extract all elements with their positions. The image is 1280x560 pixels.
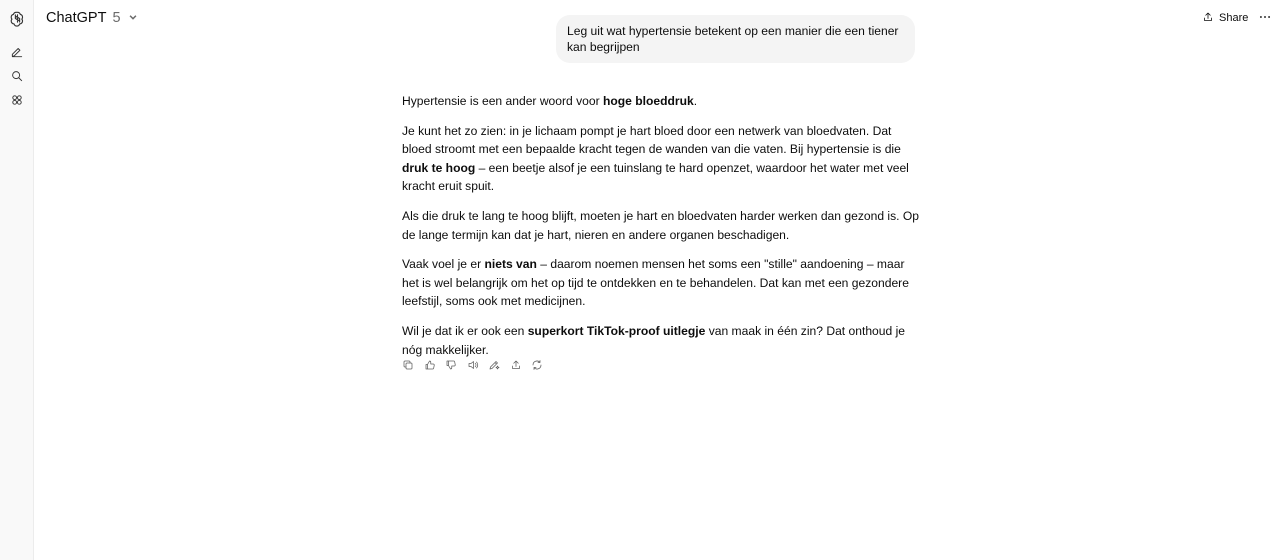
answer-text: Vaak voel je er [402, 257, 485, 272]
model-name: ChatGPT [46, 10, 107, 26]
openai-logo-icon[interactable] [7, 8, 27, 28]
copy-icon[interactable] [401, 357, 416, 373]
regenerate-icon[interactable] [530, 357, 545, 373]
answer-text: Hypertensie is een ander woord voor [402, 94, 603, 108]
assistant-message [402, 92, 922, 359]
answer-text: van maak in één zin? Dat onthoud je nóg makkelijker. [402, 323, 906, 357]
new-chat-icon[interactable] [7, 42, 27, 62]
thumbs-down-icon[interactable] [444, 357, 459, 373]
answer-text: – een beetje alsof je een tuinslang te hard openzet, waardoor het water met veel kracht eruit spuit. [402, 160, 909, 194]
gpts-icon[interactable] [7, 90, 27, 110]
answer-paragraph-4 [402, 255, 922, 311]
more-options-button[interactable] [1255, 7, 1275, 27]
answer-paragraph-5 [402, 322, 922, 359]
share-message-icon[interactable] [509, 357, 524, 373]
share-label: Share [1219, 12, 1249, 24]
search-icon[interactable] [7, 66, 27, 86]
answer-bold: niets van [484, 257, 537, 272]
thumbs-up-icon[interactable] [423, 357, 438, 373]
answer-bold: superkort TikTok-proof uitlegje [527, 323, 706, 338]
answer-paragraph-3: Als die druk te lang te hoog blijft, moeten je hart en bloedvaten harder werken dan gezond is. Op de lange termijn kan dat je hart, nieren en andere organen beschadigen. [402, 208, 919, 242]
left-rail [0, 0, 34, 560]
more-horizontal-icon [1258, 10, 1272, 24]
user-message-text: Leg uit wat hypertensie betekent op een manier die een tiener kan begrijpen [567, 24, 899, 54]
answer-paragraph-1 [402, 92, 922, 111]
read-aloud-icon[interactable] [466, 357, 481, 373]
user-message-bubble [556, 15, 915, 63]
answer-text: Wil je dat ik er ook een [402, 323, 528, 338]
model-selector[interactable] [46, 8, 138, 28]
answer-text: Je kunt het zo zien: in je lichaam pompt je hart bloed door een netwerk van bloedvaten. Dat bloed stroomt met een bepaalde kracht tegen de wanden van die vaten. Bij hypertensie is die [402, 123, 901, 157]
answer-paragraph-2 [402, 122, 922, 196]
edit-icon[interactable] [487, 357, 502, 373]
message-actions [401, 357, 545, 373]
answer-text: . [693, 94, 698, 108]
chevron-down-icon [125, 9, 138, 27]
model-version: 5 [112, 10, 121, 26]
share-button[interactable] [1196, 7, 1254, 29]
share-icon [1202, 11, 1214, 26]
answer-text: – daarom noemen mensen het soms een "stille" aandoening – maar het is wel belangrijk om het op tijd te ontdekken en te behandelen. Dat kan met een gezondere leefstijl, soms ook met medicijnen. [402, 257, 909, 309]
answer-bold: druk te hoog [402, 160, 476, 175]
answer-bold: hoge bloeddruk [603, 94, 694, 108]
